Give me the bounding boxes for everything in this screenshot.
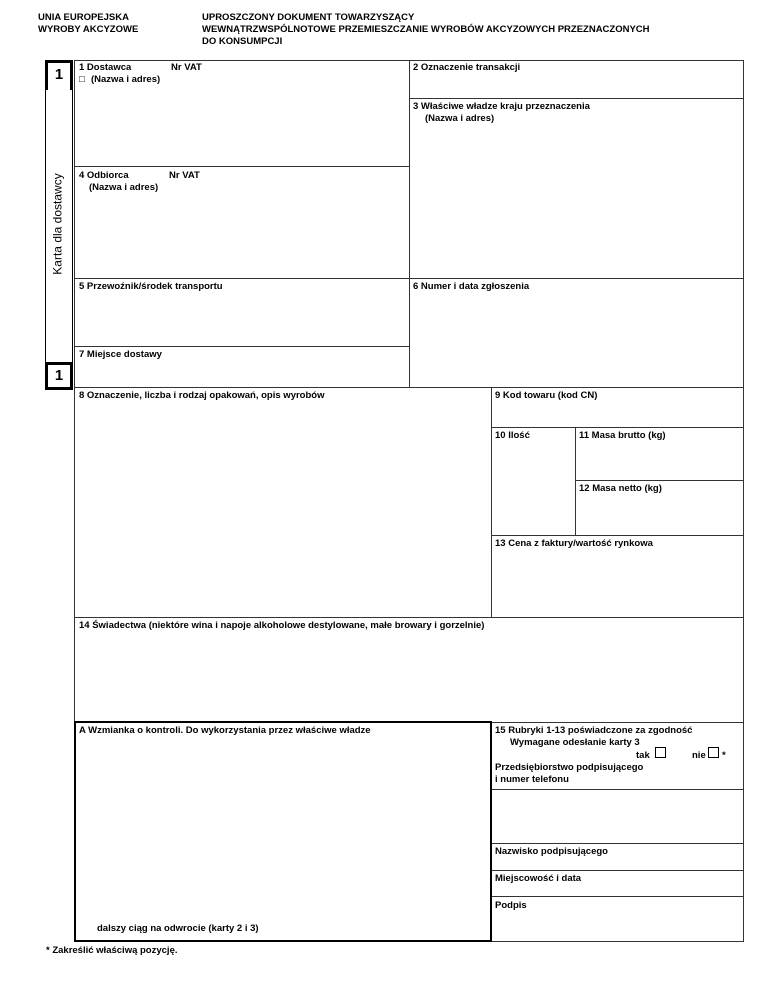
control-box-a[interactable]	[74, 721, 492, 942]
field-15-no-label: nie	[692, 750, 706, 761]
field-15-asterisk: *	[722, 750, 726, 761]
copy-number-top: 1	[54, 66, 64, 83]
field-3-sub: (Nazwa i adres)	[425, 113, 495, 124]
document-title-line2: WEWNĄTRZWSPÓLNOTOWE PRZEMIESZCZANIE WYROBÓW AKCYZOWYCH PRZEZNACZONYCH	[202, 24, 650, 35]
field-9-label: 9 Kod towaru (kod CN)	[495, 390, 598, 401]
field-14-label: 14 Świadectwa (niektóre wina i napoje alkoholowe destylowane, małe browary i gorzelnie)	[79, 620, 485, 631]
field-15-company-line1: Przedsiębiorstwo podpisującego	[495, 762, 644, 773]
field-15-yes-checkbox[interactable]	[655, 747, 666, 758]
field-3-label: 3 Właściwe władze kraju przeznaczenia	[413, 101, 590, 112]
field-10-label: 10 Ilość	[495, 430, 530, 441]
box-a-label: A Wzmianka o kontroli. Do wykorzystania przez właściwe władze	[79, 725, 371, 736]
field-2-label: 2 Oznaczenie transakcji	[413, 62, 521, 73]
header-excise: WYROBY AKCYZOWE	[38, 24, 139, 35]
field-15-signature: Podpis	[495, 900, 527, 911]
field-15-place-date: Miejscowość i data	[495, 873, 582, 884]
field-15-no-checkbox[interactable]	[708, 747, 719, 758]
field-4-sub: (Nazwa i adres)	[89, 182, 159, 193]
field-8-label: 8 Oznaczenie, liczba i rodzaj opakowań, opis wyrobów	[79, 390, 325, 401]
field-4-vat: Nr VAT	[169, 170, 200, 181]
header-eu: UNIA EUROPEJSKA	[38, 12, 129, 23]
field-6-label: 6 Numer i data zgłoszenia	[413, 281, 530, 292]
field-15-name: Nazwisko podpisującego	[495, 846, 608, 857]
field-1-label: 1 Dostawca	[79, 62, 132, 73]
field-7-label: 7 Miejsce dostawy	[79, 349, 162, 360]
field-15-sub: Wymagane odesłanie karty 3	[510, 737, 640, 748]
box-a-footer: dalszy ciąg na odwrocie (karty 2 i 3)	[97, 923, 259, 934]
footnote: * Zakreślić właściwą pozycję.	[46, 945, 178, 956]
field-13-label: 13 Cena z faktury/wartość rynkowa	[495, 538, 653, 549]
field-5-label: 5 Przewoźnik/środek transportu	[79, 281, 223, 292]
field-1-sub: (Nazwa i adres)	[91, 74, 161, 85]
field-1-checkbox-icon: □	[79, 74, 85, 85]
field-1-vat: Nr VAT	[171, 62, 202, 73]
copy-number-bottom: 1	[54, 367, 64, 384]
field-15-yes-label: tak	[636, 750, 650, 761]
field-15-label: 15 Rubryki 1-13 poświadczone za zgodność	[495, 725, 693, 736]
field-15-company-line2: i numer telefonu	[495, 774, 569, 785]
document-title-line1: UPROSZCZONY DOKUMENT TOWARZYSZĄCY	[202, 12, 415, 23]
document-title-line3: DO KONSUMPCJI	[202, 36, 283, 47]
field-11-label: 11 Masa brutto (kg)	[579, 430, 666, 441]
card-label: Karta dla dostawcy	[50, 173, 65, 275]
field-4-label: 4 Odbiorca	[79, 170, 129, 181]
field-12-label: 12 Masa netto (kg)	[579, 483, 662, 494]
